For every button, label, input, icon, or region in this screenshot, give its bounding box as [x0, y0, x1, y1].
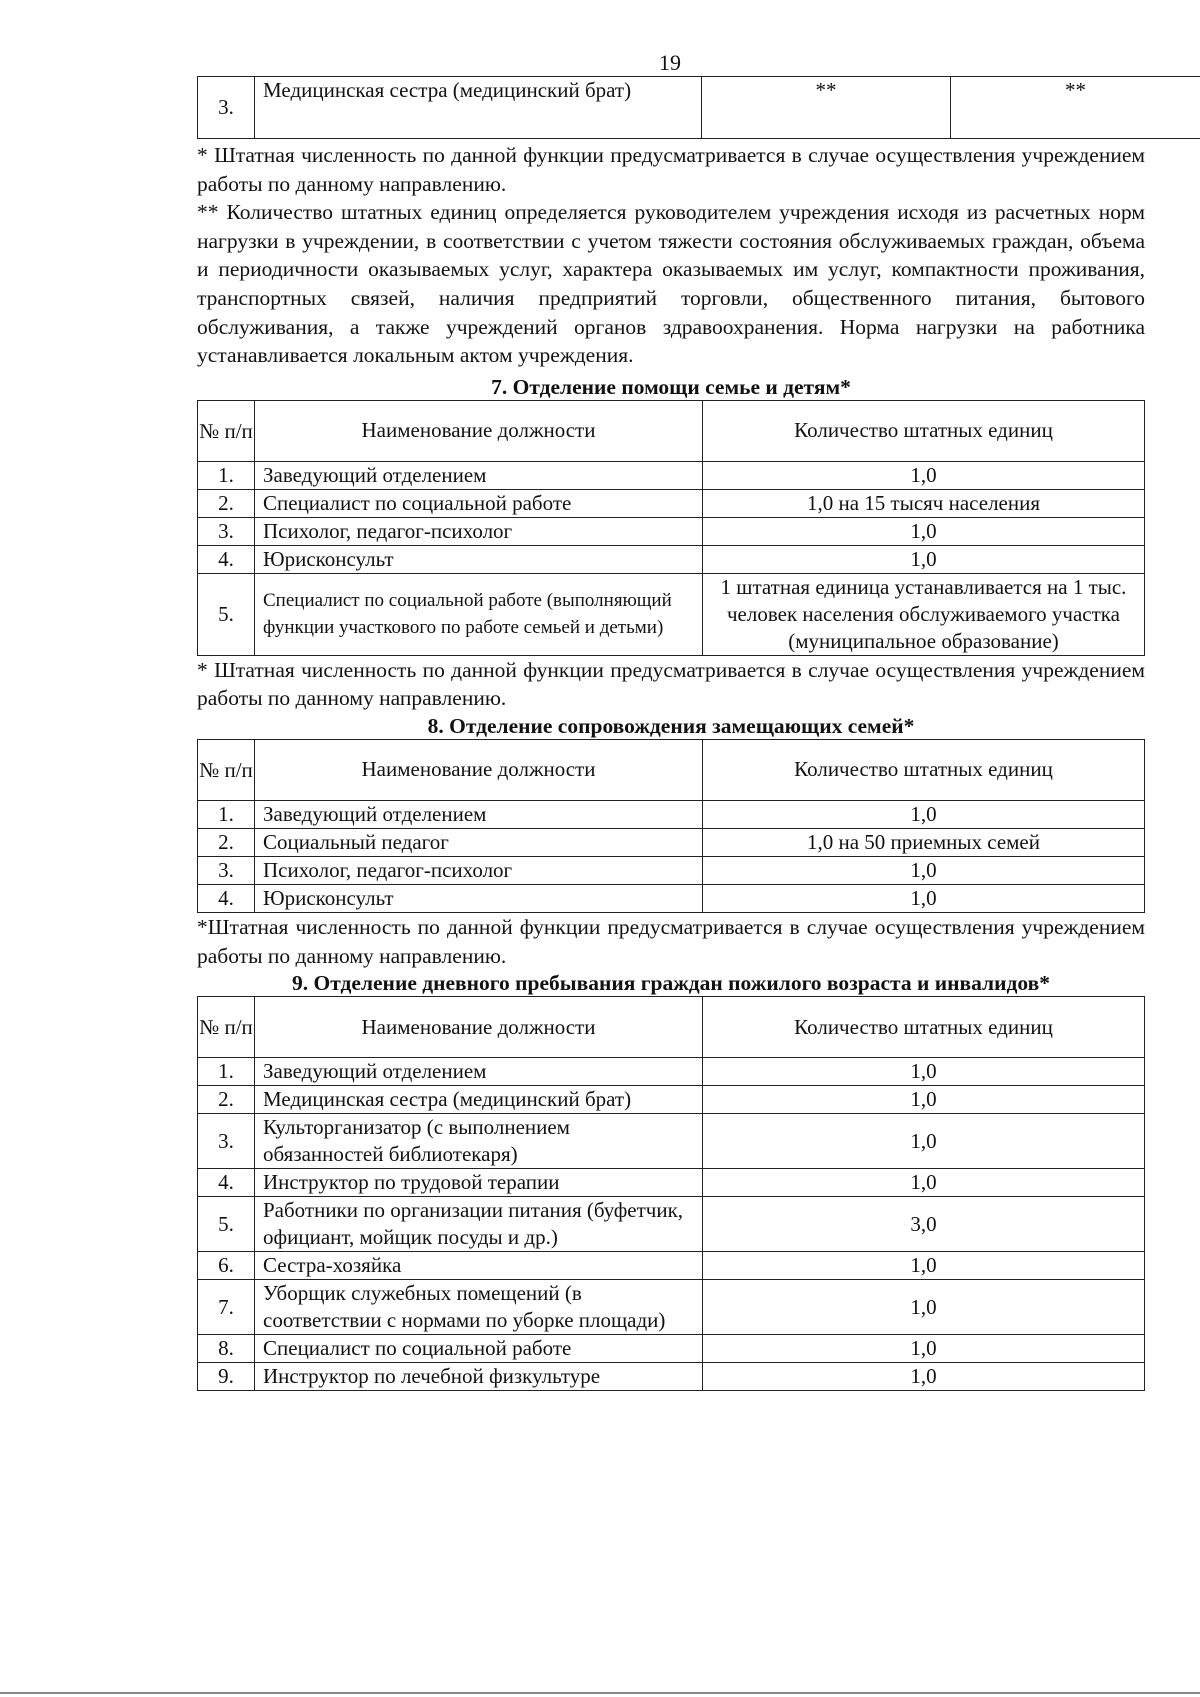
table-row	[198, 1169, 1145, 1197]
quantity-cell: 1,0	[703, 884, 1145, 912]
row-number: 3.	[198, 856, 255, 884]
table-header-row	[198, 400, 1145, 461]
row-number: 5.	[198, 573, 255, 655]
table-row	[198, 1363, 1145, 1391]
footnote: * Штатная численность по данной функции предусматривается в случае осуществления учреждением работы по данному направлению.	[197, 657, 1145, 711]
position-name: Специалист по социальной работе (выполняющий функции участкового по работе семьей и детьми)	[255, 573, 703, 655]
quantity-cell: 1,0	[703, 1252, 1145, 1280]
row-number: 7.	[198, 1280, 255, 1335]
table-row	[198, 1197, 1145, 1252]
staff-table-section8	[197, 739, 1145, 913]
row-number: 6.	[198, 1252, 255, 1280]
position-name: Инструктор по трудовой терапии	[255, 1169, 703, 1197]
table-row	[198, 1086, 1145, 1114]
position-name: Заведующий отделением	[255, 800, 703, 828]
page-bottom-edge	[0, 1692, 1200, 1694]
table-row	[198, 461, 1145, 489]
header-qty: Количество штатных единиц	[703, 739, 1145, 800]
header-qty: Количество штатных единиц	[703, 997, 1145, 1058]
table-row	[198, 800, 1145, 828]
quantity-cell: 1,0	[703, 1114, 1145, 1169]
row-number: 4.	[198, 545, 255, 573]
footnote: *Штатная численность по данной функции предусматривается в случае осуществления учреждением работы по данному направлению.	[197, 914, 1145, 968]
row-number: 4.	[198, 1169, 255, 1197]
quantity-cell: 1,0	[703, 800, 1145, 828]
position-name: Медицинская сестра (медицинский брат)	[255, 1086, 703, 1114]
table-row	[198, 517, 1145, 545]
footnote: * Штатная численность по данной функции предусматривается в случае осуществления учреждением работы по данному направлению.	[197, 143, 1145, 196]
header-num: № п/п	[198, 997, 255, 1058]
quantity-cell: 1 штатная единица устанавливается на 1 тыс. человек населения обслуживаемого участка (муниципальное образование)	[703, 573, 1145, 655]
header-num: № п/п	[198, 400, 255, 461]
row-number: 9.	[198, 1363, 255, 1391]
staff-table-section9	[197, 996, 1145, 1391]
quantity-cell: 3,0	[703, 1197, 1145, 1252]
quantity-cell: **	[951, 77, 1200, 139]
table-row	[198, 1058, 1145, 1086]
row-number: 4.	[198, 884, 255, 912]
position-name: Заведующий отделением	[255, 461, 703, 489]
table-header-row	[198, 739, 1145, 800]
header-name: Наименование должности	[255, 400, 703, 461]
quantity-cell: 1,0	[703, 856, 1145, 884]
table-row	[198, 856, 1145, 884]
header-qty: Количество штатных единиц	[703, 400, 1145, 461]
table-header-row	[198, 997, 1145, 1058]
row-number: 2.	[198, 828, 255, 856]
row-number: 3.	[198, 1114, 255, 1169]
table-row	[198, 828, 1145, 856]
footnote: ** Количество штатных единиц определяется руководителем учреждения исходя из расчетных норм нагрузки в учреждении, в соответствии с учетом тяжести состояния обслуживаемых граждан, объема и периодичности оказываемых услуг, характера оказываемых им услуг, компактности проживания, транспортных связей, наличия предприятий торговли, общественного питания, бытового обслуживания, а также учреждений органов здравоохранения. Норма нагрузки на работника устанавливается локальным актом учреждения.	[197, 200, 1145, 368]
quantity-cell: 1,0 на 15 тысяч населения	[703, 489, 1145, 517]
header-name: Наименование должности	[255, 997, 703, 1058]
table-row	[198, 1335, 1145, 1363]
header-num: № п/п	[198, 739, 255, 800]
position-name: Заведующий отделением	[255, 1058, 703, 1086]
position-name: Психолог, педагог-психолог	[255, 856, 703, 884]
quantity-cell: 1,0	[703, 1086, 1145, 1114]
position-name: Юрисконсульт	[255, 545, 703, 573]
table-row	[198, 884, 1145, 912]
document-body	[197, 76, 1145, 1391]
section-title: 7. Отделение помощи семье и детям*	[491, 374, 851, 399]
table-row	[198, 573, 1145, 655]
row-number: 5.	[198, 1197, 255, 1252]
quantity-cell: 1,0	[703, 1335, 1145, 1363]
table-row	[198, 1252, 1145, 1280]
quantity-cell: 1,0	[703, 1363, 1145, 1391]
quantity-cell: 1,0	[703, 1058, 1145, 1086]
row-number: 2.	[198, 1086, 255, 1114]
row-number: 1.	[198, 1058, 255, 1086]
quantity-cell: 1,0 на 50 приемных семей	[703, 828, 1145, 856]
position-name: Специалист по социальной работе	[255, 1335, 703, 1363]
table-row	[198, 1114, 1145, 1169]
position-name: Психолог, педагог-психолог	[255, 517, 703, 545]
quantity-cell: 1,0	[703, 1169, 1145, 1197]
table-row	[198, 489, 1145, 517]
position-name: Инструктор по лечебной физкультуре	[255, 1363, 703, 1391]
position-name: Сестра-хозяйка	[255, 1252, 703, 1280]
row-number: 3.	[198, 77, 255, 139]
position-name: Медицинская сестра (медицинский брат)	[255, 77, 702, 139]
position-name: Работники по организации питания (буфетчик, официант, мойщик посуды и др.)	[255, 1197, 703, 1252]
quantity-cell: **	[702, 77, 951, 139]
position-name: Уборщик служебных помещений (в соответствии с нормами по уборке площади)	[255, 1280, 703, 1335]
quantity-cell: 1,0	[703, 545, 1145, 573]
page-number: 19	[659, 50, 681, 75]
section-title: 9. Отделение дневного пребывания граждан пожилого возраста и инвалидов*	[292, 971, 1050, 996]
quantity-cell: 1,0	[703, 461, 1145, 489]
position-name: Культорганизатор (с выполнением обязанностей библиотекаря)	[255, 1114, 703, 1169]
row-number: 2.	[198, 489, 255, 517]
table-row	[198, 545, 1145, 573]
row-number: 3.	[198, 517, 255, 545]
continuation-table	[197, 76, 1200, 139]
row-number: 1.	[198, 800, 255, 828]
position-name: Юрисконсульт	[255, 884, 703, 912]
position-name: Социальный педагог	[255, 828, 703, 856]
header-name: Наименование должности	[255, 739, 703, 800]
quantity-cell: 1,0	[703, 517, 1145, 545]
row-number: 8.	[198, 1335, 255, 1363]
quantity-cell: 1,0	[703, 1280, 1145, 1335]
position-name: Специалист по социальной работе	[255, 489, 703, 517]
table-row	[198, 1280, 1145, 1335]
row-number: 1.	[198, 461, 255, 489]
staff-table-section7	[197, 400, 1145, 656]
table-row	[198, 77, 1200, 139]
section-title: 8. Отделение сопровождения замещающих семей*	[427, 713, 915, 738]
